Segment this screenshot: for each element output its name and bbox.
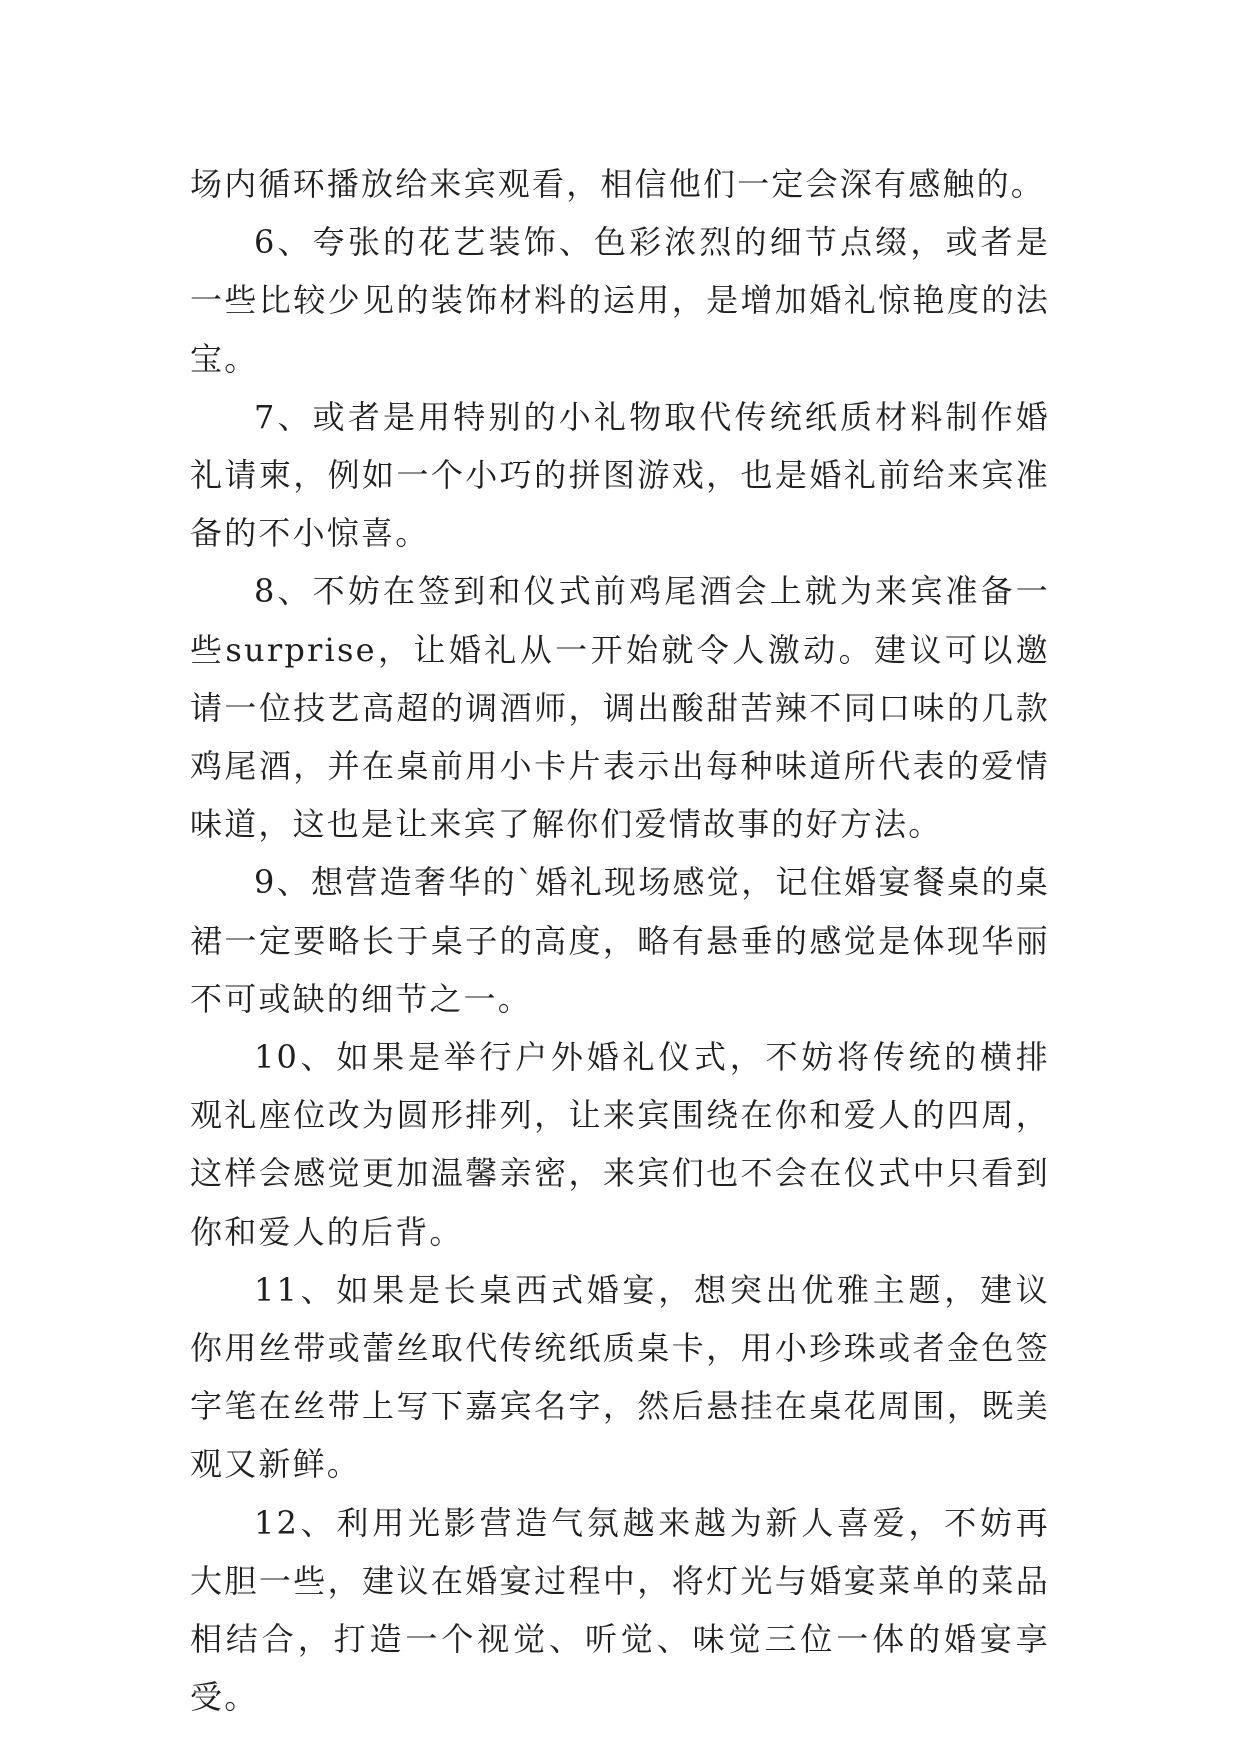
document-body	[190, 155, 1050, 1726]
paragraph-item-12: 12、利用光影营造气氛越来越为新人喜爱，不妨再大胆一些，建议在婚宴过程中，将灯光与婚宴菜单的菜品相结合，打造一个视觉、听觉、味觉三位一体的婚宴享受。	[190, 1503, 1050, 1717]
paragraph-item-11: 11、如果是长桌西式婚宴，想突出优雅主题，建议你用丝带或蕾丝取代传统纸质桌卡，用小珍珠或者金色签字笔在丝带上写下嘉宾名字，然后悬挂在桌花周围，既美观又新鲜。	[190, 1270, 1050, 1484]
paragraph-item-7: 7、或者是用特别的小礼物取代传统纸质材料制作婚礼请柬，例如一个小巧的拼图游戏，也是婚礼前给来宾准备的不小惊喜。	[190, 397, 1050, 553]
paragraph-continuation: 场内循环播放给来宾观看，相信他们一定会深有感触的。	[190, 165, 1046, 203]
paragraph-item-6: 6、夸张的花艺装饰、色彩浓烈的细节点缀，或者是一些比较少见的装饰材料的运用，是增加婚礼惊艳度的法宝。	[190, 223, 1050, 378]
paragraph-item-9: 9、想营造奢华的`婚礼现场感觉，记住婚宴餐桌的桌裙一定要略长于桌子的高度，略有悬垂的感觉是体现华丽不可或缺的细节之一。	[190, 863, 1050, 1018]
paragraph-item-8: 8、不妨在签到和仪式前鸡尾酒会上就为来宾准备一些surprise，让婚礼从一开始就令人激动。建议可以邀请一位技艺高超的调酒师，调出酸甜苦辣不同口味的几款鸡尾酒，并在桌前用小卡片表示出每种味道所代表的爱情味道，这也是让来宾了解你们爱情故事的好方法。	[190, 572, 1050, 844]
paragraph-item-10: 10、如果是举行户外婚礼仪式，不妨将传统的横排观礼座位改为圆形排列，让来宾围绕在你和爱人的四周，这样会感觉更加温馨亲密，来宾们也不会在仪式中只看到你和爱人的后背。	[190, 1038, 1050, 1251]
